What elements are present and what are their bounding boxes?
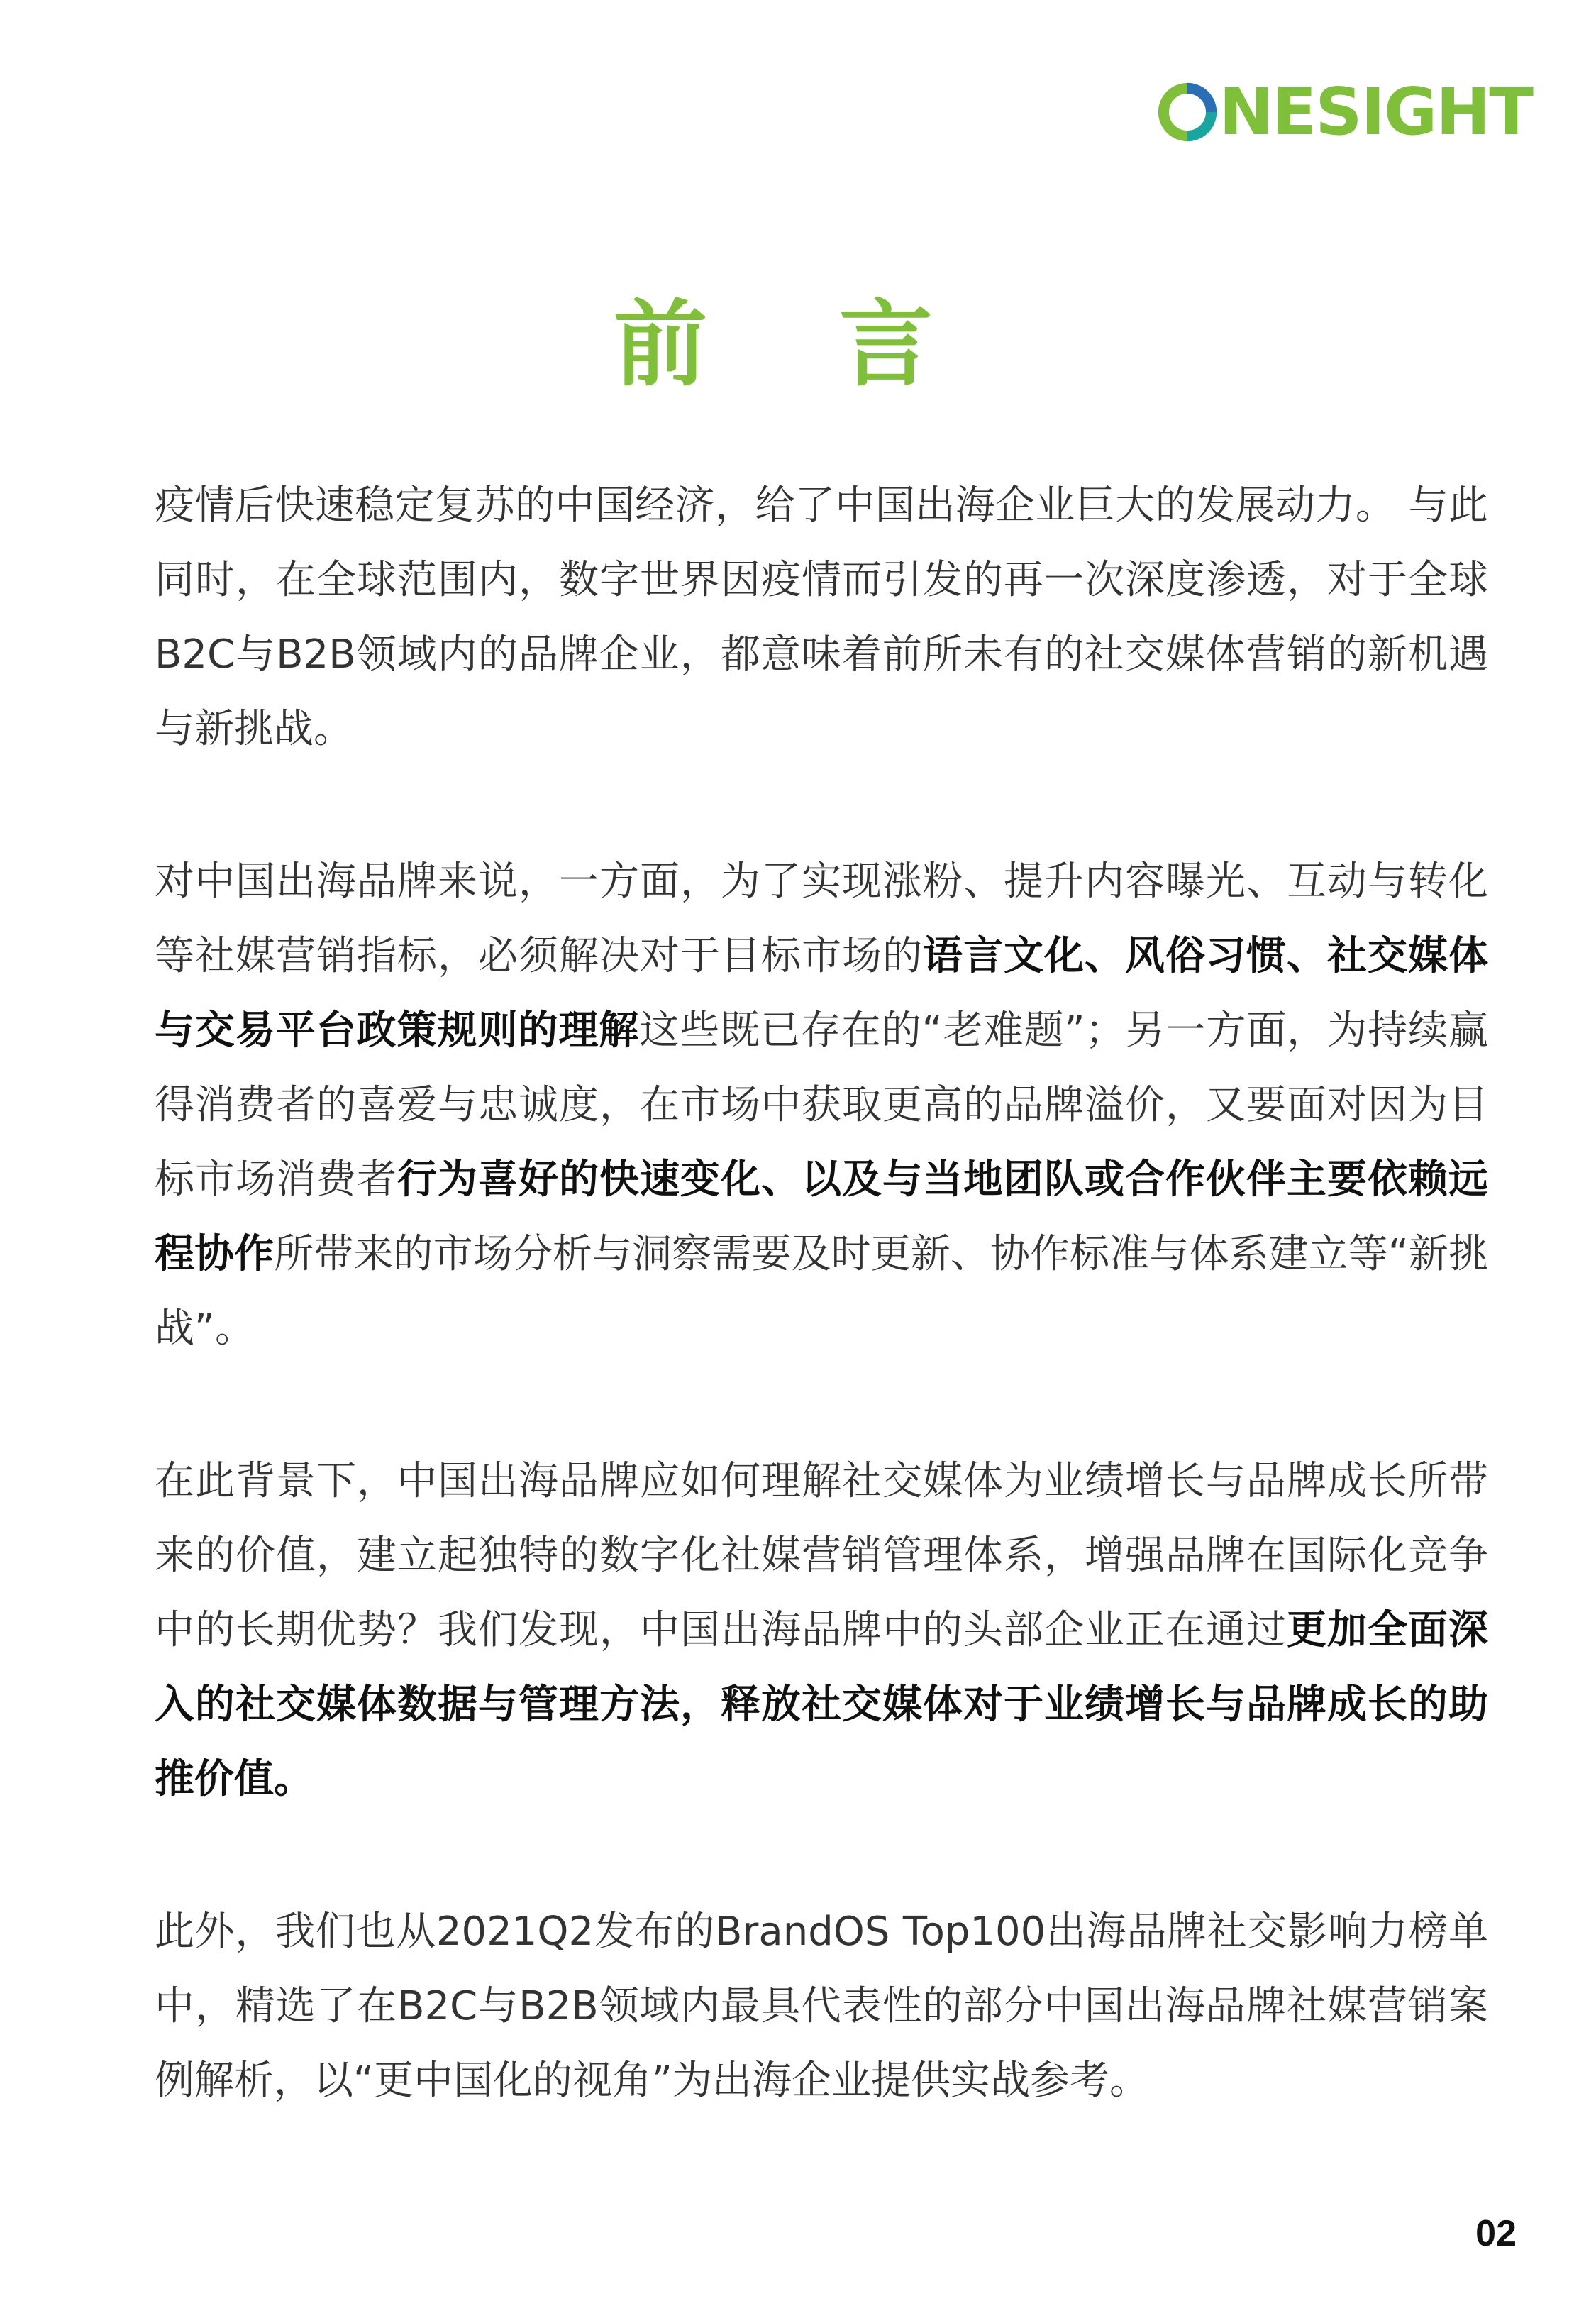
onesight-swirl-o-icon: [1158, 82, 1217, 142]
paragraph: [155, 844, 1488, 1366]
logo-wordmark: NESIGHT: [1219, 74, 1532, 150]
bold-text-segment: 语言文化、风俗习惯、社交媒体与交易平台政策规则的理解: [155, 933, 1488, 1054]
body-text: [155, 468, 1488, 2196]
text-segment: 所带来的市场分析与洞察需要及时更新、协作标准与体系建立等“新挑战”。: [155, 1231, 1489, 1352]
onesight-logo: [1158, 74, 1532, 150]
paragraph: [155, 468, 1488, 766]
text-segment: 在此背景下，中国出海品牌应如何理解社交媒体为业绩增长与品牌成长所带来的价值，建立起独特的数字化社媒营销管理体系，增强品牌在国际化竞争中的长期优势？我们发现，中国出海品牌中的头部企业正在通过: [155, 1458, 1488, 1653]
paragraph: [155, 1894, 1488, 2118]
text-segment: 此外，我们也从2021Q2发布的BrandOS Top100出海品牌社交影响力榜单中，精选了在B2C与B2B领域内最具代表性的部分中国出海品牌社媒营销案例解析，以“更中国化的视角”为出海企业提供实战参考。: [155, 1909, 1488, 2104]
page-title: 前 言: [614, 290, 982, 399]
paragraph: [155, 1444, 1488, 1816]
text-segment: 对中国出海品牌来说，一方面，为了实现涨粉、提升内容曝光、互动与转化等社媒营销指标，必须解决对于目标市场的: [155, 859, 1488, 979]
bold-text-segment: 更加全面深入的社交媒体数据与管理方法，释放社交媒体对于业绩增长与品牌成长的助推价值。: [155, 1607, 1488, 1802]
text-segment: 这些既已存在的“老难题”；另一方面，为持续赢得消费者的喜爱与忠诚度，在市场中获取更高的品牌溢价，又要面对因为目标市场消费者: [155, 1008, 1489, 1203]
page-number: 02: [1475, 2213, 1517, 2254]
text-segment: 疫情后快速稳定复苏的中国经济，给了中国出海企业巨大的发展动力。 与此同时，在全球范围内，数字世界因疫情而引发的再一次深度渗透，对于全球B2C与B2B领域内的品牌企业，都意味着前所未有的社交媒体营销的新机遇与新挑战。: [155, 482, 1488, 752]
bold-text-segment: 行为喜好的快速变化、以及与当地团队或合作伙伴主要依赖远程协作: [155, 1157, 1488, 1277]
